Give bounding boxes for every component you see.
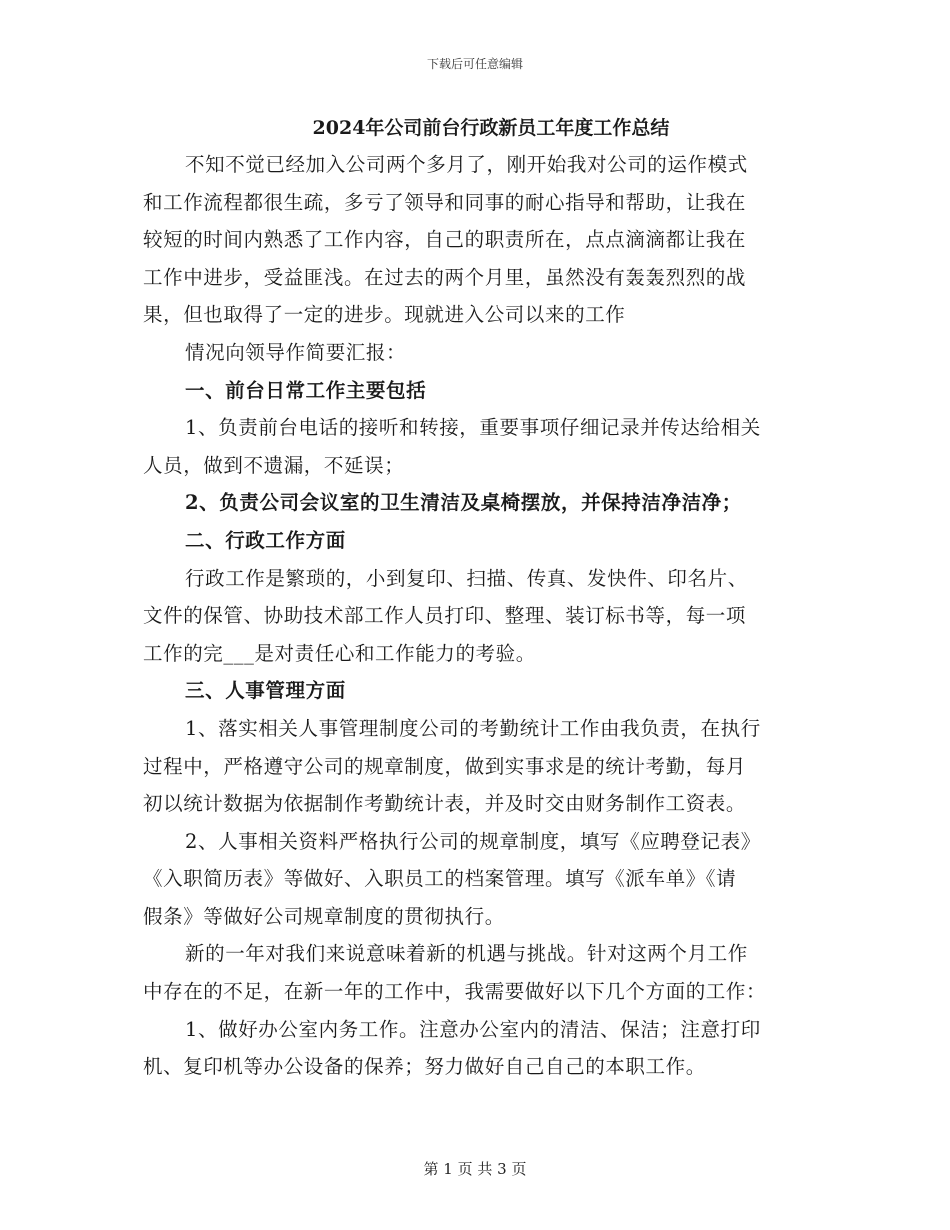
text-line: 果，但也取得了一定的进步。现就进入公司以来的工作	[143, 303, 626, 327]
section-heading: 2、负责公司会议室的卫生清洁及桌椅摆放，并保持洁净洁净；	[185, 491, 742, 515]
text-line: 行政工作是繁琐的，小到复印、扫描、传真、发快件、印名片、	[185, 566, 748, 590]
text-line: 1、做好办公室内务工作。注意办公室内的清洁、保洁；注意打印	[185, 1017, 761, 1041]
section-heading: 一、前台日常工作主要包括	[185, 378, 427, 402]
document-content	[143, 146, 811, 1086]
document-title: 2024年公司前台行政新员工年度工作总结	[312, 117, 670, 139]
document-body	[143, 112, 811, 1086]
section-heading: 二、行政工作方面	[185, 528, 346, 552]
text-line: 假条》等做好公司规章制度的贯彻执行。	[143, 904, 505, 928]
text-line: 工作的完___是对责任心和工作能力的考验。	[143, 641, 536, 665]
text-line: 新的一年对我们来说意味着新的机遇与挑战。针对这两个月工作	[185, 942, 748, 966]
text-line: 人员，做到不遗漏，不延误；	[143, 453, 405, 477]
section-heading: 三、人事管理方面	[185, 679, 346, 703]
text-line: 过程中，严格遵守公司的规章制度，做到实事求是的统计考勤，每月	[143, 754, 747, 778]
text-line: 机、复印机等办公设备的保养；努力做好自己自己的本职工作。	[143, 1055, 706, 1079]
header-note: 下载后可任意编辑	[426, 57, 523, 71]
text-line: 中存在的不足，在新一年的工作中，我需要做好以下几个方面的工作：	[143, 980, 767, 1004]
text-line: 和工作流程都很生疏，多亏了领导和同事的耐心指导和帮助，让我在	[143, 190, 747, 214]
text-line: 不知不觉已经加入公司两个多月了，刚开始我对公司的运作模式	[185, 153, 748, 176]
text-line: 《入职简历表》等做好、入职员工的档案管理。填写《派车单》《请	[143, 867, 737, 891]
text-line: 较短的时间内熟悉了工作内容，自己的职责所在，点点滴滴都让我在	[143, 228, 747, 252]
text-line: 初以统计数据为依据制作考勤统计表，并及时交由财务制作工资表。	[143, 792, 747, 816]
text-line: 1、落实相关人事管理制度公司的考勤统计工作由我负责，在执行	[185, 716, 761, 740]
text-line: 2、人事相关资料严格执行公司的规章制度，填写《应聘登记表》	[185, 829, 761, 853]
text-line: 工作中进步，受益匪浅。在过去的两个月里，虽然没有轰轰烈烈的战	[143, 265, 747, 289]
text-line: 情况向领导作简要汇报：	[185, 340, 407, 364]
text-line: 1、负责前台电话的接听和转接，重要事项仔细记录并传达给相关	[185, 416, 761, 440]
text-line: 文件的保管、协助技术部工作人员打印、整理、装订标书等，每一项	[143, 604, 747, 628]
page-number: 第 1 页 共 3 页	[423, 1160, 527, 1178]
